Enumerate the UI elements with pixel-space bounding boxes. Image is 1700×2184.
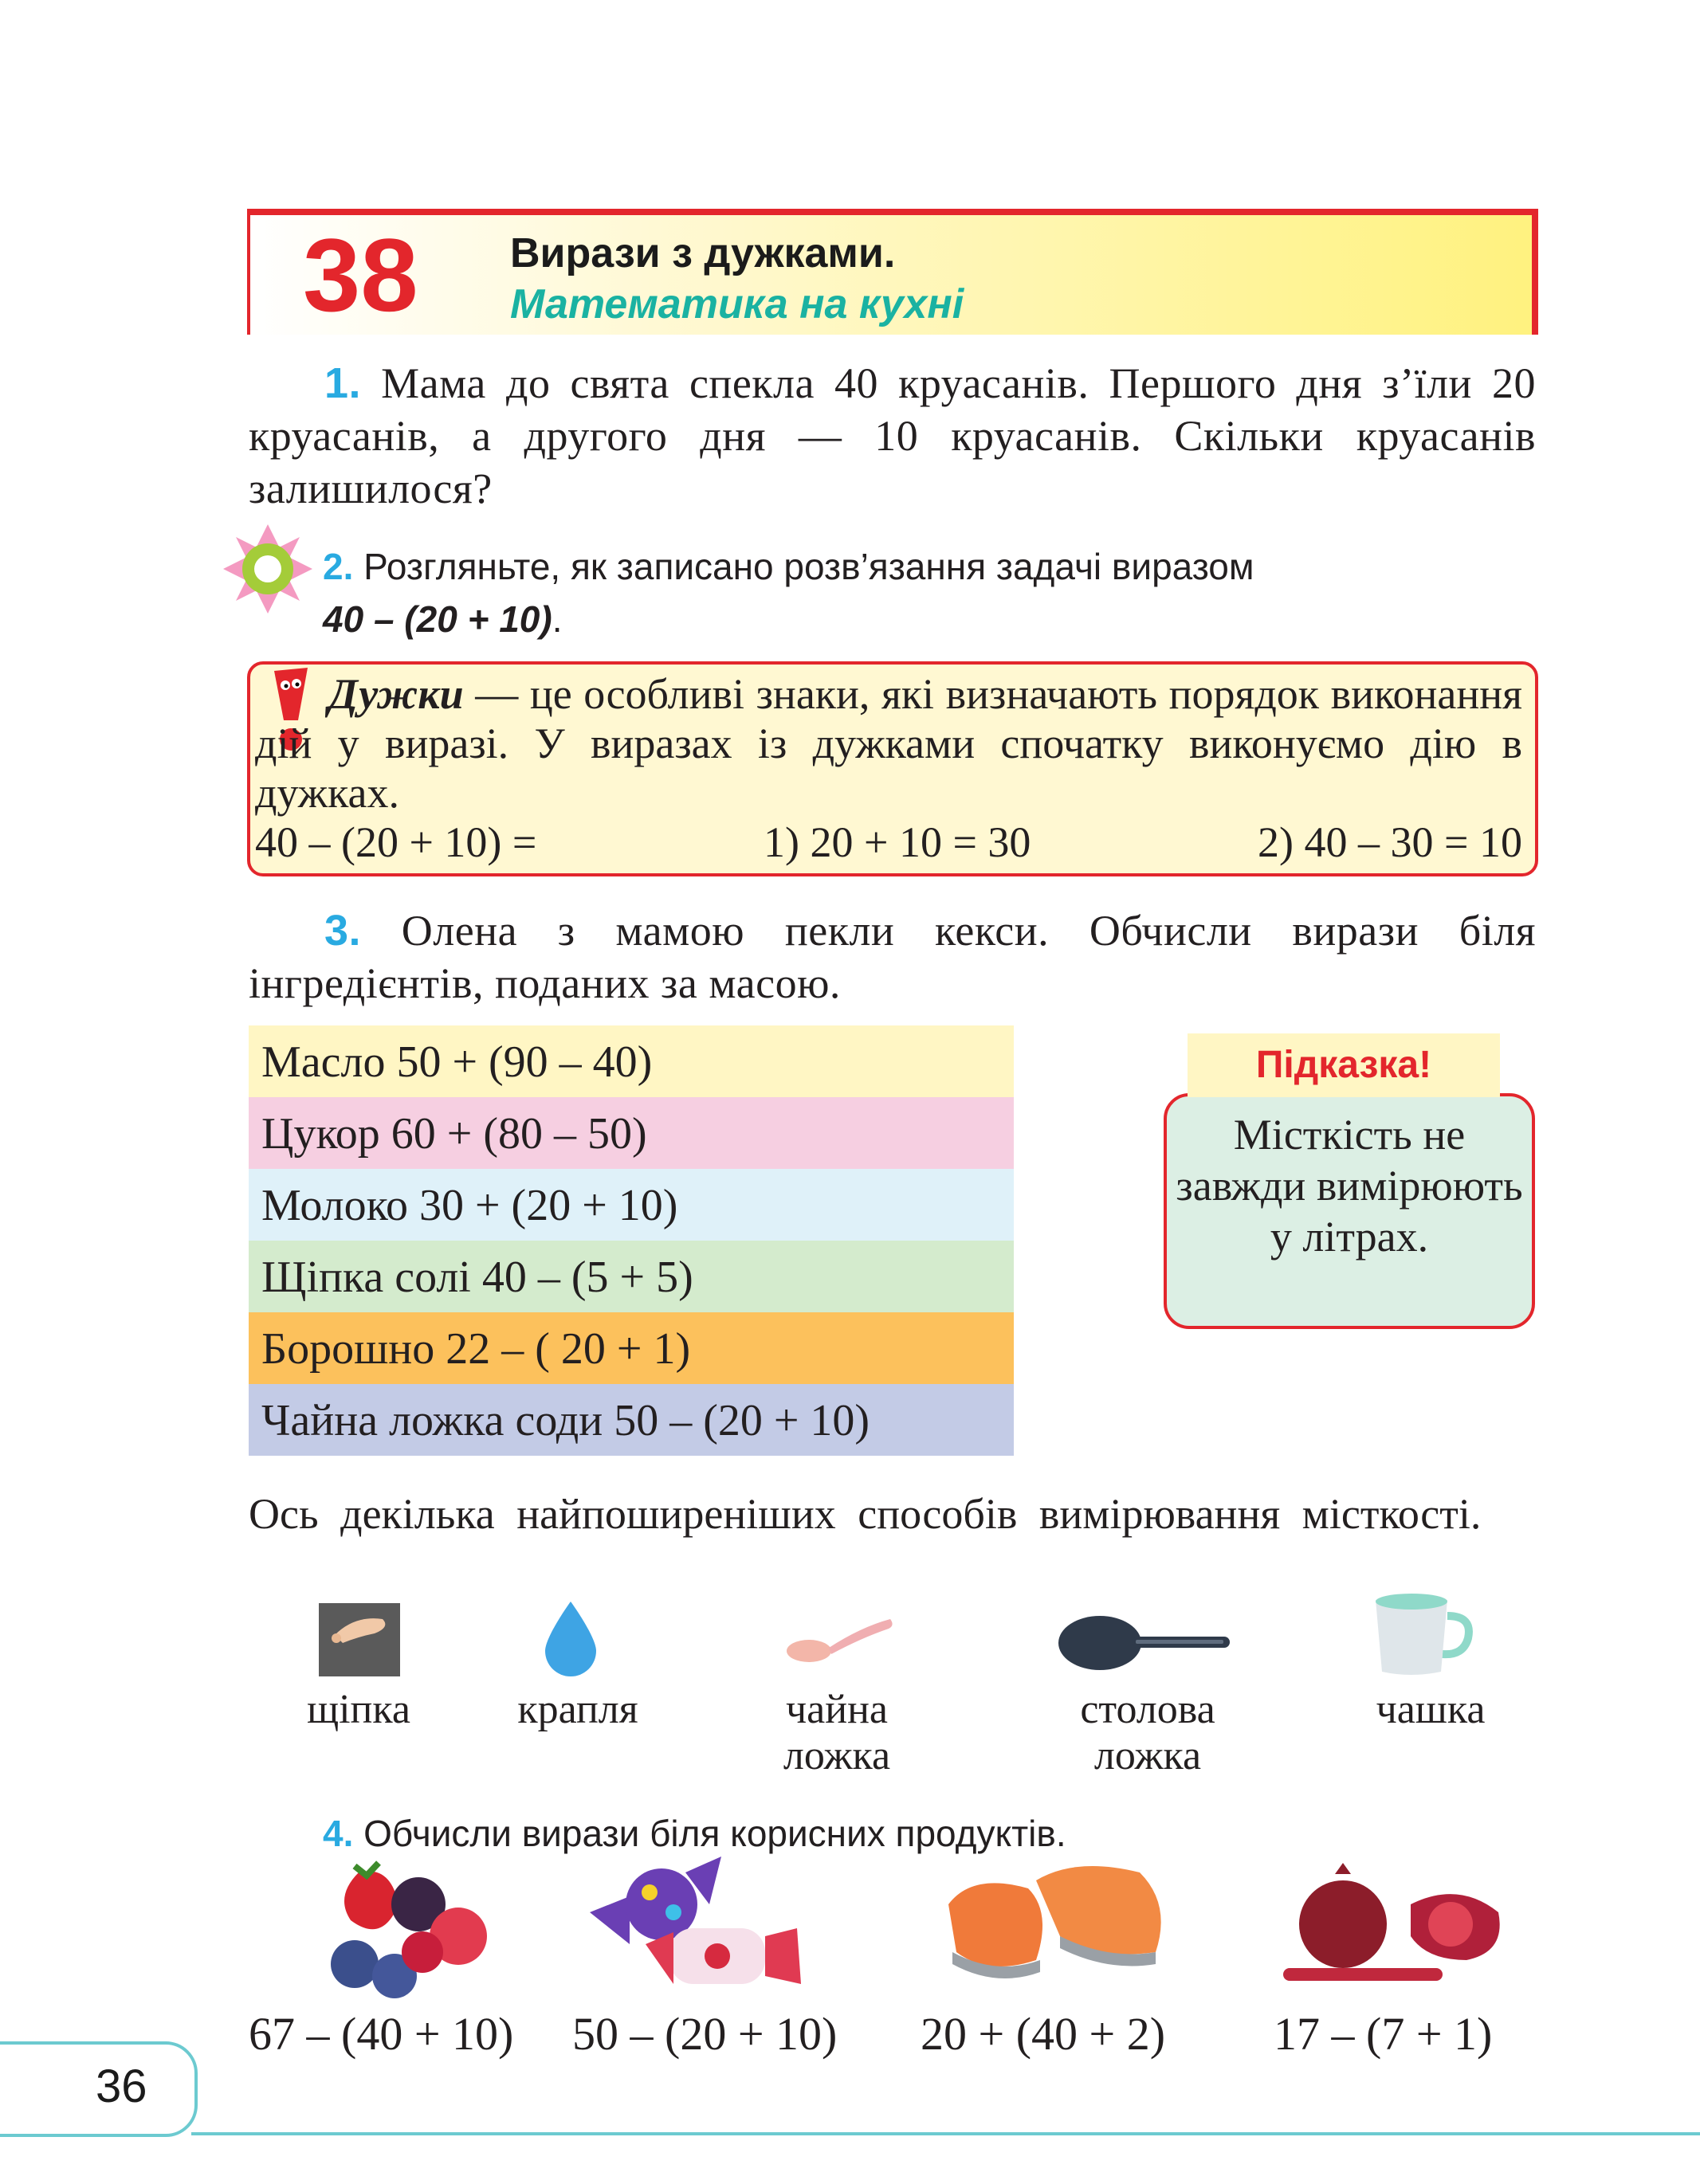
candy-icon — [582, 1857, 821, 2000]
measure-label-drop: крапля — [517, 1687, 638, 1732]
tablespoon-icon — [1056, 1611, 1233, 1675]
ingredient-row: Масло 50 + (90 – 40) — [249, 1025, 1014, 1097]
product-expression: 17 – (7 + 1) — [1274, 2008, 1493, 2060]
ingredient-row: Молоко 30 + (20 + 10) — [249, 1169, 1014, 1241]
measure-label-cup: чашка — [1376, 1687, 1486, 1732]
teaspoon-icon — [785, 1611, 895, 1668]
bottom-rule — [191, 2132, 1700, 2135]
rule-step-1: 1) 20 + 10 = 30 — [764, 818, 1031, 866]
task-2-end: . — [552, 598, 563, 640]
salmon-icon — [940, 1857, 1180, 2000]
ingredient-row: Щіпка солі 40 – (5 + 5) — [249, 1241, 1014, 1312]
task-4 — [323, 1807, 1066, 1860]
product-expression: 67 – (40 + 10) — [249, 2008, 514, 2060]
task-3 — [249, 904, 1536, 1010]
rule-definition: — це особливі знаки, які визначають порядок виконання дій у виразі. У виразах із дужками спочатку виконуємо дію в дужках. — [255, 670, 1522, 817]
task-3-number: 3. — [324, 907, 362, 955]
ingredient-row: Борошно 22 – ( 20 + 1) — [249, 1312, 1014, 1384]
drop-icon — [542, 1600, 599, 1676]
measure-label-teaspoon: чайна ложка — [783, 1687, 891, 1778]
lesson-number: 38 — [303, 217, 418, 333]
task-1-number: 1. — [324, 359, 362, 407]
hint-label: Підказка! — [1188, 1033, 1500, 1097]
pinch-icon — [319, 1603, 400, 1676]
rule-example: 40 – (20 + 10) = — [255, 818, 537, 866]
measure-label-tablespoon: столова ложка — [1080, 1687, 1215, 1778]
pomegranate-icon — [1267, 1857, 1514, 2000]
measure-label-pinch: щіпка — [307, 1687, 410, 1732]
task-3-text: Олена з мамою пекли кекси. Обчисли вирази біля інгредієнтів, поданих за масою. — [249, 907, 1536, 1007]
lesson-subtitle: Математика на кухні — [510, 281, 964, 327]
ingredient-row: Чайна ложка соди 50 – (20 + 10) — [249, 1384, 1014, 1456]
rule-term: Дужки — [328, 670, 464, 718]
flower-icon — [223, 524, 312, 614]
task-1 — [249, 357, 1536, 515]
task-2-expression: 40 – (20 + 10) — [323, 598, 552, 640]
berries-icon — [311, 1857, 494, 2000]
hint-text: Місткість не завжди вимірюють у літрах. — [1176, 1111, 1523, 1261]
task-4-number: 4. — [323, 1813, 354, 1854]
page-number: 36 — [96, 2060, 147, 2112]
task-4-text: Обчисли вирази біля корисних продуктів. — [363, 1813, 1066, 1854]
product-expression: 20 + (40 + 2) — [921, 2008, 1166, 2060]
task-1-text: Мама до свята спекла 40 круасанів. Першого дня з’їли 20 круасанів, а другого дня — 10 круасанів. Скільки круасанів залишилося? — [249, 359, 1536, 512]
ingredient-row: Цукор 60 + (80 – 50) — [249, 1097, 1014, 1169]
measures-intro: Ось декілька найпоширеніших способів вимірювання місткості. — [249, 1490, 1482, 1538]
task-2 — [323, 540, 1518, 645]
task-2-text: Розгляньте, як записано розв’язання задачі виразом — [363, 546, 1254, 587]
lesson-title: Вирази з дужками. — [510, 230, 896, 276]
product-expression: 50 – (20 + 10) — [572, 2008, 838, 2060]
cup-icon — [1371, 1592, 1474, 1678]
task-2-number: 2. — [323, 546, 354, 587]
rule-step-2: 2) 40 – 30 = 10 — [1258, 818, 1522, 866]
rule-text — [255, 669, 1522, 867]
